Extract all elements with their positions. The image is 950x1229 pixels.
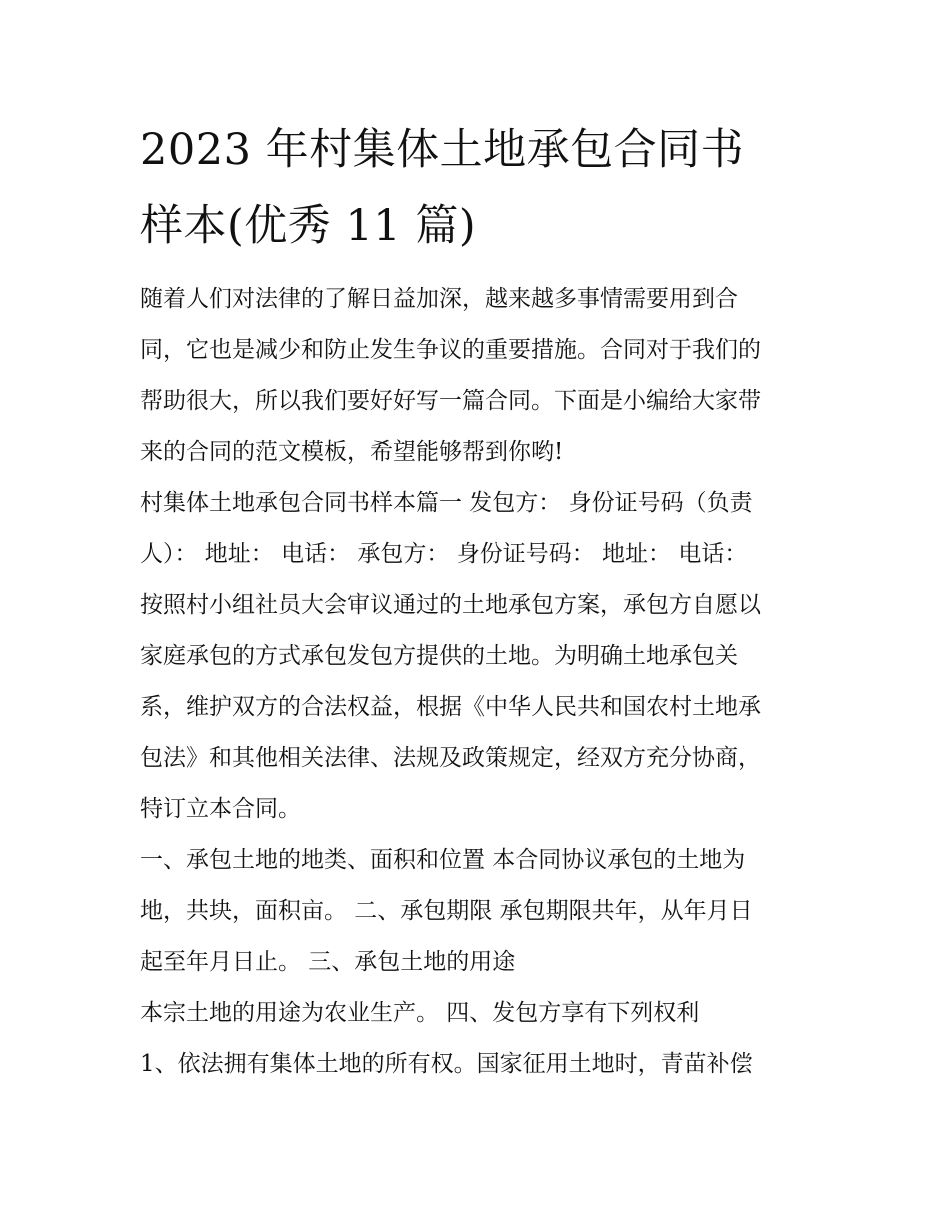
document-title (140, 112, 812, 264)
document-body (140, 274, 812, 1090)
text-line: 系，维护双方的合法权益，根据《中华人民共和国农村土地承 (140, 694, 761, 720)
document-page (140, 112, 812, 1090)
title-line-1: 2023 年村集体土地承包合同书 (140, 125, 745, 175)
text-line: 1、依法拥有集体土地的所有权。国家征用土地时，青苗补偿 (140, 1051, 753, 1077)
intro-paragraph (140, 274, 812, 478)
text-line: 来的合同的范文模板，希望能够帮到你哟! (140, 439, 564, 465)
text-line: 随着人们对法律的了解日益加深，越来越多事情需要用到合 (140, 286, 738, 312)
rights-paragraph (140, 1039, 812, 1090)
text-line: 村集体土地承包合同书样本篇一 发包方： 身份证号码（负责 (140, 490, 753, 516)
text-line: 一、承包土地的地类、面积和位置 本合同协议承包的土地为 (140, 847, 746, 873)
text-line: 按照村小组社员大会审议通过的土地承包方案，承包方自愿以 (140, 592, 761, 618)
terms-paragraph (140, 835, 812, 988)
text-line: 人）： 地址： 电话： 承包方： 身份证号码： 地址： 电话： (140, 541, 748, 567)
text-line: 起至年月日止。 三、承包土地的用途 (140, 949, 516, 975)
title-line-2: 样本(优秀 11 篇) (140, 201, 477, 251)
text-line: 家庭承包的方式承包发包方提供的土地。为明确土地承包关 (140, 643, 738, 669)
text-line: 包法》和其他相关法律、法规及政策规定，经双方充分协商， (140, 745, 761, 771)
text-line: 地，共块，面积亩。 二、承包期限 承包期限共年，从年月日 (140, 898, 753, 924)
text-line: 特订立本合同。 (140, 796, 301, 822)
text-line: 本宗土地的用途为农业生产。 四、发包方享有下列权利 (140, 1000, 700, 1026)
contract-header-paragraph (140, 478, 812, 835)
text-line: 帮助很大，所以我们要好好写一篇合同。下面是小编给大家带 (140, 388, 761, 414)
text-line: 同，它也是减少和防止发生争议的重要措施。合同对于我们的 (140, 337, 761, 363)
usage-paragraph (140, 988, 812, 1039)
